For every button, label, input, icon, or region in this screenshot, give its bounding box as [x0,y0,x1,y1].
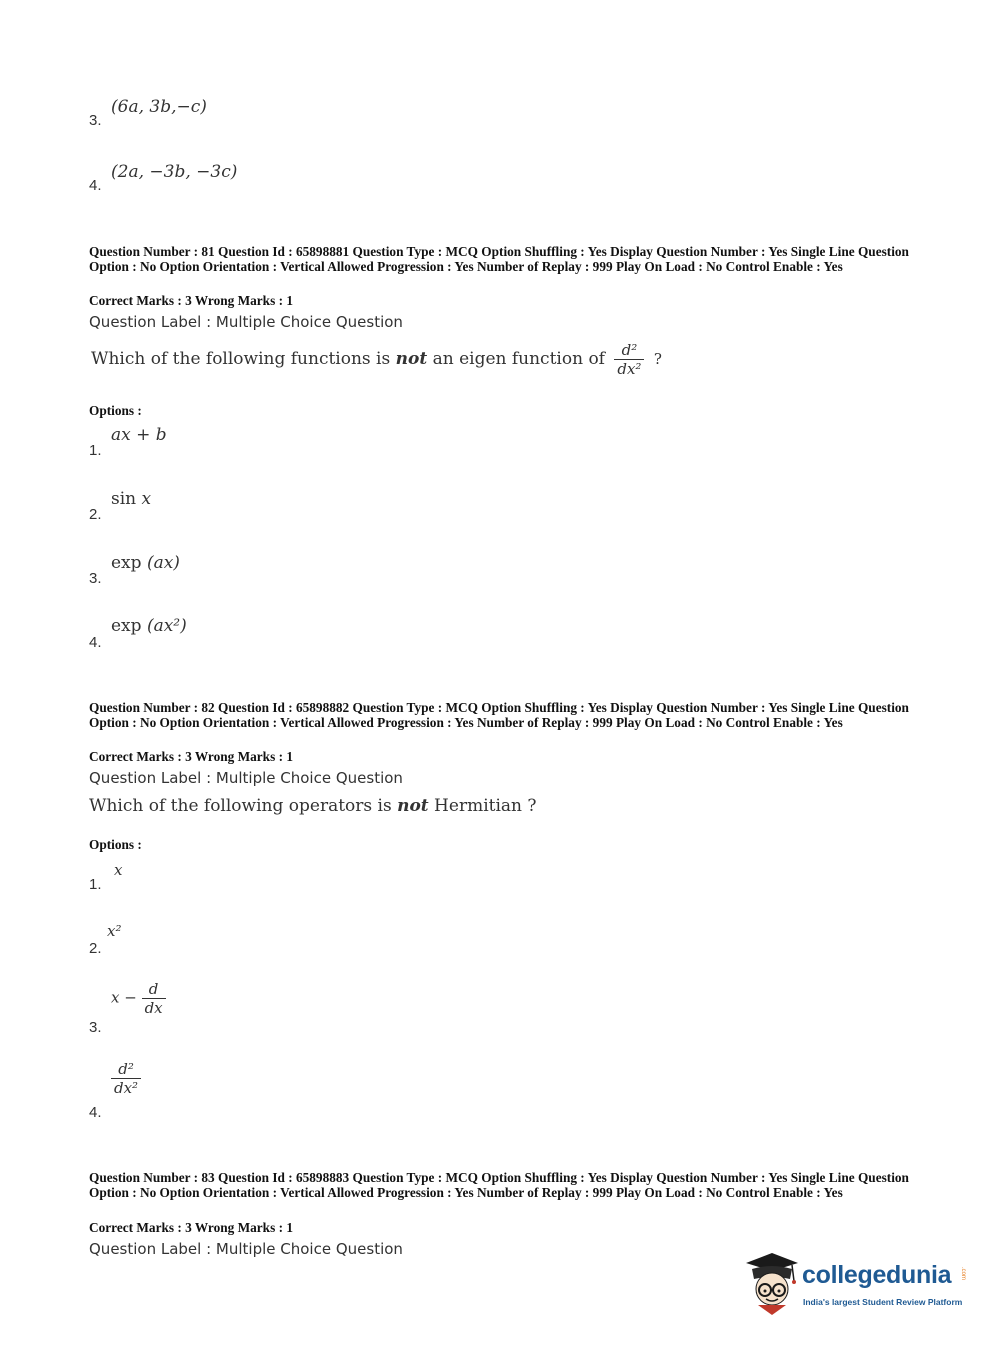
fraction-numerator: d [142,980,166,999]
question-83-marks: Correct Marks : 3 Wrong Marks : 1 [89,1220,293,1235]
question-82-label: Question Label : Multiple Choice Question [89,769,403,787]
question-81-option-2-number: 2. [89,506,102,523]
question-81-label: Question Label : Multiple Choice Question [89,313,403,331]
option-3-math: (6a, 3b,−c) [111,97,207,117]
exp-function: exp [111,553,142,573]
fraction-numerator: d² [111,1060,141,1079]
fraction-denominator: dx² [617,360,642,378]
fraction-numerator: d² [614,341,644,360]
fraction-denominator: dx [144,999,163,1017]
collegedunia-logo[interactable] [742,1249,972,1319]
question-82-text-after: Hermitian ? [428,796,537,816]
logo-tagline: India's largest Student Review Platform [803,1297,963,1307]
logo-domain-suffix: .com [960,1267,966,1281]
question-82-option-2-math: x² [107,922,122,940]
question-81-option-4-number: 4. [89,634,102,651]
question-82-option-4-number: 4. [89,1104,102,1121]
mascot-icon [742,1249,802,1319]
sin-function: sin [111,489,137,509]
question-81-text-after: an eigen function of [427,349,605,369]
exp-argument: (ax) [146,553,180,573]
fraction-denominator: dx² [114,1079,139,1097]
question-81-marks: Correct Marks : 3 Wrong Marks : 1 [89,293,293,308]
question-83-metadata: Question Number : 83 Question Id : 65898883 Question Type : MCQ Option Shuffling : Yes Display Question Number : Yes Single Line Question Option : No Option Orientation : Vertical Allowed Progression : Yes Number of Replay : 999 Play On Load : No Control Enable : Yes [89,1170,909,1200]
question-81-question-mark: ? [653,350,662,368]
option-4-number: 4. [89,177,102,194]
option-3-prefix: x − [111,988,137,1007]
question-82-option-3-math [111,980,166,1017]
question-81-option-1-math: ax + b [111,425,167,445]
question-82-option-3-number: 3. [89,1019,102,1036]
question-81-option-4-math [111,616,187,636]
d-dx-fraction [142,980,166,1017]
question-81-metadata: Question Number : 81 Question Id : 65898881 Question Type : MCQ Option Shuffling : Yes Display Question Number : Yes Single Line Question Option : No Option Orientation : Vertical Allowed Progression : Yes Number of Replay : 999 Play On Load : No Control Enable : Yes [89,244,909,274]
d2-dx2-fraction [111,1060,141,1097]
exp-argument: (ax²) [146,616,187,636]
question-81-option-3-number: 3. [89,570,102,587]
question-81-option-1-number: 1. [89,442,102,459]
logo-wordmark: collegedunia [802,1261,952,1289]
question-81-options-heading: Options : [89,403,142,418]
question-82-text-emphasis: not [397,796,429,816]
question-83-label: Question Label : Multiple Choice Question [89,1240,403,1258]
question-82-option-1-math: x [114,861,123,879]
question-81-option-2-math [111,489,151,509]
question-81-text-emphasis: not [395,349,428,369]
question-81-operator-fraction [614,341,644,378]
question-82-text [89,796,537,816]
question-82-option-4-math [111,1060,141,1097]
option-4-math: (2a, −3b, −3c) [111,162,238,182]
question-81-text [91,341,662,378]
option-3-number: 3. [89,112,102,129]
question-82-metadata: Question Number : 82 Question Id : 65898882 Question Type : MCQ Option Shuffling : Yes Display Question Number : Yes Single Line Question Option : No Option Orientation : Vertical Allowed Progression : Yes Number of Replay : 999 Play On Load : No Control Enable : Yes [89,700,909,730]
question-82-marks: Correct Marks : 3 Wrong Marks : 1 [89,749,293,764]
exp-function: exp [111,616,142,636]
sin-argument: x [141,489,152,509]
question-81-option-3-math [111,553,180,573]
question-81-text-before: Which of the following functions is [91,349,396,369]
question-82-options-heading: Options : [89,837,142,852]
question-82-option-1-number: 1. [89,876,102,893]
question-82-text-before: Which of the following operators is [89,796,398,816]
question-82-option-2-number: 2. [89,940,102,957]
